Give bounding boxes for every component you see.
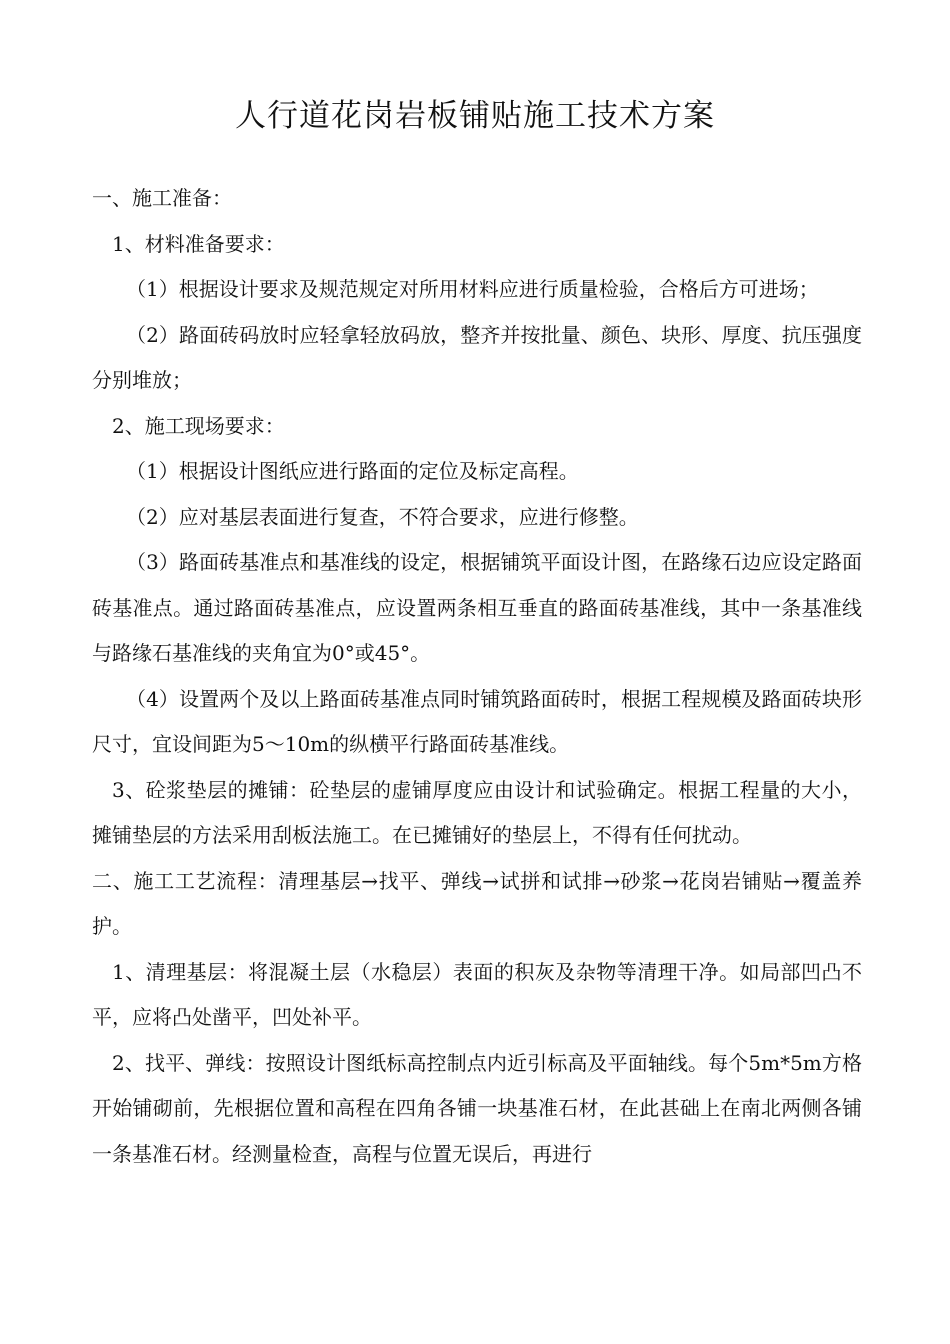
section-heading-preparation: 一、施工准备：	[92, 186, 232, 210]
document-title: 人行道花岗岩板铺贴施工技术方案	[235, 98, 715, 134]
document-body	[92, 176, 862, 1177]
paragraph-mortar-bedding: 3、砼浆垫层的摊铺：砼垫层的虚铺厚度应由设计和试验确定。根据工程量的大小，摊铺垫层的方法采用刮板法施工。在已摊铺好的垫层上，不得有任何扰动。	[92, 777, 862, 847]
paragraph-reference-lines: （3）路面砖基准点和基准线的设定，根据铺筑平面设计图，在路缘石边应设定路面砖基准点。通过路面砖基准点，应设置两条相互垂直的路面砖基准线，其中一条基准线与路缘石基准线的夹角宜为0°或45°。	[92, 550, 862, 665]
paragraph-positioning: （1）根据设计图纸应进行路面的定位及标定高程。	[126, 459, 579, 483]
subheading-site-requirements: 2、施工现场要求：	[112, 413, 285, 438]
paragraph-brick-stacking: （2）路面砖码放时应轻拿轻放码放，整齐并按批量、颜色、块形、厚度、抗压强度分别堆放；	[92, 322, 862, 392]
paragraph-base-check: （2）应对基层表面进行复查，不符合要求，应进行修整。	[126, 504, 639, 529]
section-heading-process-flow: 二、施工工艺流程：清理基层→找平、弹线→试拼和试排→砂浆→花岗岩铺贴→覆盖养护。	[92, 868, 862, 938]
paragraph-leveling-marking: 2、找平、弹线：按照设计图纸标高控制点内近引标高及平面轴线。每个5m*5m方格开始铺砌前，先根据位置和高程在四角各铺一块基准石材，在此甚础上在南北两侧各铺一条基准石材。经测量检查，高程与位置无误后，再进行	[92, 1050, 862, 1166]
paragraph-clean-base: 1、清理基层：将混凝土层（水稳层）表面的积灰及杂物等清理干净。如局部凹凸不平，应将凸处凿平，凹处补平。	[92, 959, 862, 1029]
paragraph-material-inspection: （1）根据设计要求及规范规定对所用材料应进行质量检验，合格后方可进场；	[126, 277, 819, 301]
subheading-material-requirements: 1、材料准备要求：	[112, 231, 285, 256]
paragraph-multiple-reference-points: （4）设置两个及以上路面砖基准点同时铺筑路面砖时，根据工程规模及路面砖块形尺寸，宜设间距为5～10m的纵横平行路面砖基准线。	[92, 686, 862, 756]
